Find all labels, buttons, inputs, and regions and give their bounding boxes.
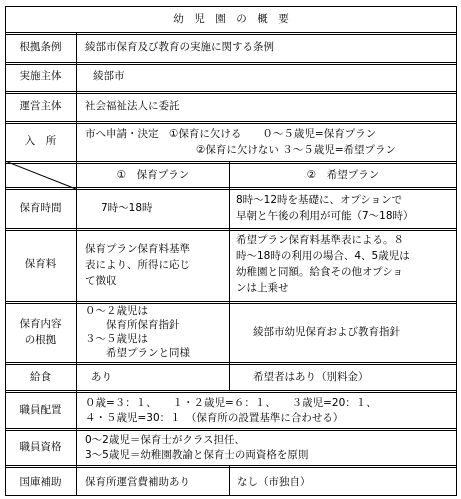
- table-border-bottom: [5, 495, 457, 496]
- admission-line-2: ②保育に欠けない ３～５歳児=希望プラン: [196, 144, 397, 156]
- content-label-line: 保育内容: [19, 318, 62, 330]
- fees-plan1-line: て徴収: [85, 275, 117, 287]
- content-plan1-line: ０～２歳児は: [85, 305, 148, 317]
- hours-plan1: 7時～18時: [101, 202, 153, 214]
- content-plan1-line: 保育所保育指針: [85, 319, 180, 331]
- plan2-header: ② 希望プラン: [306, 169, 380, 181]
- fees-plan1-line: 保育プラン保育料基準: [85, 243, 190, 255]
- qualification-label: 職員資格: [19, 441, 62, 453]
- table-border-right: [456, 6, 457, 496]
- row-divider: [5, 428, 457, 431]
- row-divider: [5, 465, 457, 468]
- lunch-label: 給食: [30, 371, 51, 383]
- operator-label: 運営主体: [19, 100, 62, 112]
- fees-plan2-line: ンは上乗せ: [236, 282, 289, 294]
- row-divider: [5, 301, 457, 304]
- row-divider: [5, 390, 457, 393]
- subsidy-plan2: なし（市独自）: [237, 476, 311, 488]
- staffing-line-1: ０歳=３：１、 １・２歳児=６：１、 ３歳児=20：１、: [85, 397, 377, 409]
- subsidy-plan1: 保育所運営費補助あり: [85, 476, 190, 488]
- row-divider: [5, 228, 457, 231]
- basis-label: 根拠条例: [19, 41, 62, 53]
- table-title: 幼 児 園 の 概 要: [173, 13, 289, 25]
- plan-column-divider: [229, 465, 230, 496]
- row-divider: [5, 362, 457, 365]
- label-column-divider: [76, 32, 77, 496]
- content-plan1-line: ３～５歳児は: [85, 333, 148, 345]
- fees-plan2-line: 時～18時の利用の場合、4、5歳児は: [236, 250, 410, 262]
- fees-label: 保育料: [24, 258, 57, 270]
- row-divider: [5, 91, 457, 94]
- fees-plan2-line: 希望プラン保育料基準表による。８: [236, 234, 404, 246]
- row-divider: [5, 121, 457, 124]
- fees-plan2-line: 幼稚園と同額。給食その他オプショ: [236, 266, 404, 278]
- overview-table: [5, 6, 457, 496]
- hours-plan2-line: 早朝と午後の利用が可能（7～18時）: [236, 210, 414, 222]
- content-plan2: 綾部市幼児保育および教育指針: [253, 326, 400, 338]
- content-label-line: の根拠: [24, 334, 57, 346]
- operator-value: 社会福祉法人に委託: [85, 100, 180, 112]
- staffing-line-2: ４・５歳児=30：１ （保育所の設置基準に合わせる）: [85, 412, 344, 424]
- hours-plan2-line: 8時～12時を基礎に、オプションで: [236, 194, 403, 206]
- subsidy-label: 国庫補助: [19, 476, 62, 488]
- qualification-line-2: 3～5歳児＝幼稚園教諭と保育士の両資格を原則: [85, 449, 309, 461]
- hours-label: 保育時間: [19, 202, 62, 214]
- row-divider: [5, 62, 457, 65]
- implementer-value: 綾部市: [93, 70, 125, 82]
- row-divider: [5, 32, 457, 35]
- admission-line-1: 市へ申請・決定 ①保育に欠ける ０～５歳児=保育プラン: [85, 128, 377, 140]
- content-plan1-line: 希望プランと同様: [85, 347, 190, 359]
- admission-label: 入 所: [24, 135, 57, 147]
- lunch-plan1: あり: [91, 371, 112, 383]
- diagonal-slash: [5, 161, 77, 190]
- implementer-label: 実施主体: [19, 70, 62, 82]
- lunch-plan2: 希望者はあり（別料金）: [253, 371, 369, 383]
- qualification-line-1: 0～2歳児＝保育士がクラス担任、: [85, 434, 246, 446]
- plan-column-divider: [229, 161, 230, 390]
- basis-value: 綾部市保育及び教育の実施に関する条例: [85, 41, 274, 53]
- plan1-header: ① 保育プラン: [116, 169, 190, 181]
- fees-plan1-line: 表により、所得に応じ: [85, 259, 190, 271]
- staffing-label: 職員配置: [19, 404, 62, 416]
- table-border-top: [5, 6, 457, 7]
